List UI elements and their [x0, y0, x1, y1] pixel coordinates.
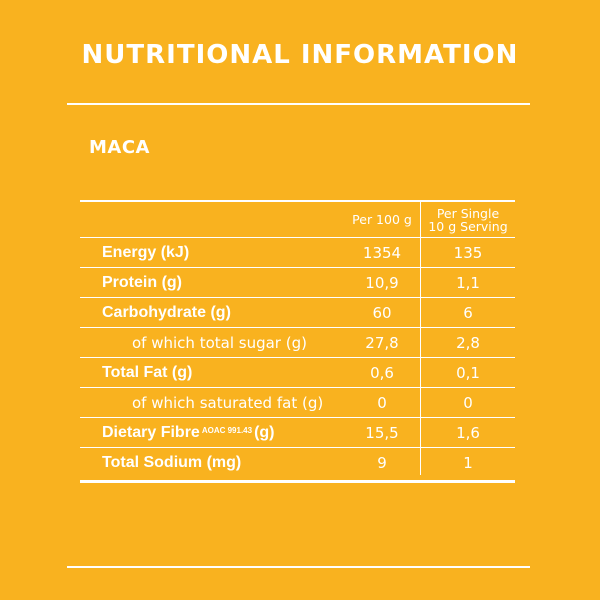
value-per-100g: 27,8	[365, 333, 399, 352]
table-row	[80, 298, 515, 328]
nutrient-label: Carbohydrate (g)	[102, 303, 231, 321]
table-row	[80, 268, 515, 298]
nutrient-label: Energy (kJ)	[102, 243, 190, 261]
column-header-per-100g: Per 100 g	[352, 212, 412, 227]
value-per-100g: 9	[377, 453, 387, 472]
table-row	[80, 328, 515, 358]
value-per-serving: 135	[453, 243, 483, 262]
nutrient-sub-label: of which total sugar (g)	[132, 333, 307, 352]
page-title: NUTRITIONAL INFORMATION	[81, 40, 519, 70]
value-per-100g: 0	[377, 393, 387, 412]
value-per-serving: 1,1	[456, 273, 480, 292]
table-row	[80, 418, 515, 448]
value-per-100g: 1354	[362, 243, 402, 262]
nutrient-sub-label: of which saturated fat (g)	[132, 393, 324, 412]
table-row	[80, 238, 515, 268]
table-row	[80, 388, 515, 418]
nutrient-label: Total Sodium (mg)	[102, 453, 242, 471]
value-per-100g: 60	[372, 303, 392, 322]
table-bottom-border	[80, 480, 515, 483]
bottom-divider	[67, 566, 530, 568]
product-name: MACA	[89, 137, 150, 158]
table-row	[80, 448, 515, 477]
column-header-per-serving	[421, 202, 515, 237]
nutrient-label	[102, 418, 275, 447]
value-per-serving: 1,6	[456, 423, 480, 442]
value-per-100g: 10,9	[365, 273, 399, 292]
nutrient-label: Total Fat (g)	[102, 363, 193, 381]
table-header-row	[80, 202, 515, 238]
nutrient-label-method: AOAC 991.43	[201, 426, 253, 435]
table-row	[80, 358, 515, 388]
column-header-per-serving-line2: 10 g Serving	[428, 218, 508, 234]
value-per-serving: 6	[463, 303, 473, 322]
value-per-serving: 0,1	[456, 363, 480, 382]
value-per-serving: 0	[463, 393, 473, 412]
nutrient-label-main: Dietary Fibre	[102, 423, 200, 441]
top-divider	[67, 103, 530, 105]
value-per-serving: 1	[463, 453, 473, 472]
value-per-100g: 0,6	[370, 363, 394, 382]
nutrient-label: Protein (g)	[102, 273, 182, 291]
nutrient-label-unit: (g)	[254, 423, 275, 441]
value-per-serving: 2,8	[456, 333, 480, 352]
column-header-per-serving-line1: Per Single	[436, 205, 500, 221]
value-per-100g: 15,5	[365, 423, 399, 442]
